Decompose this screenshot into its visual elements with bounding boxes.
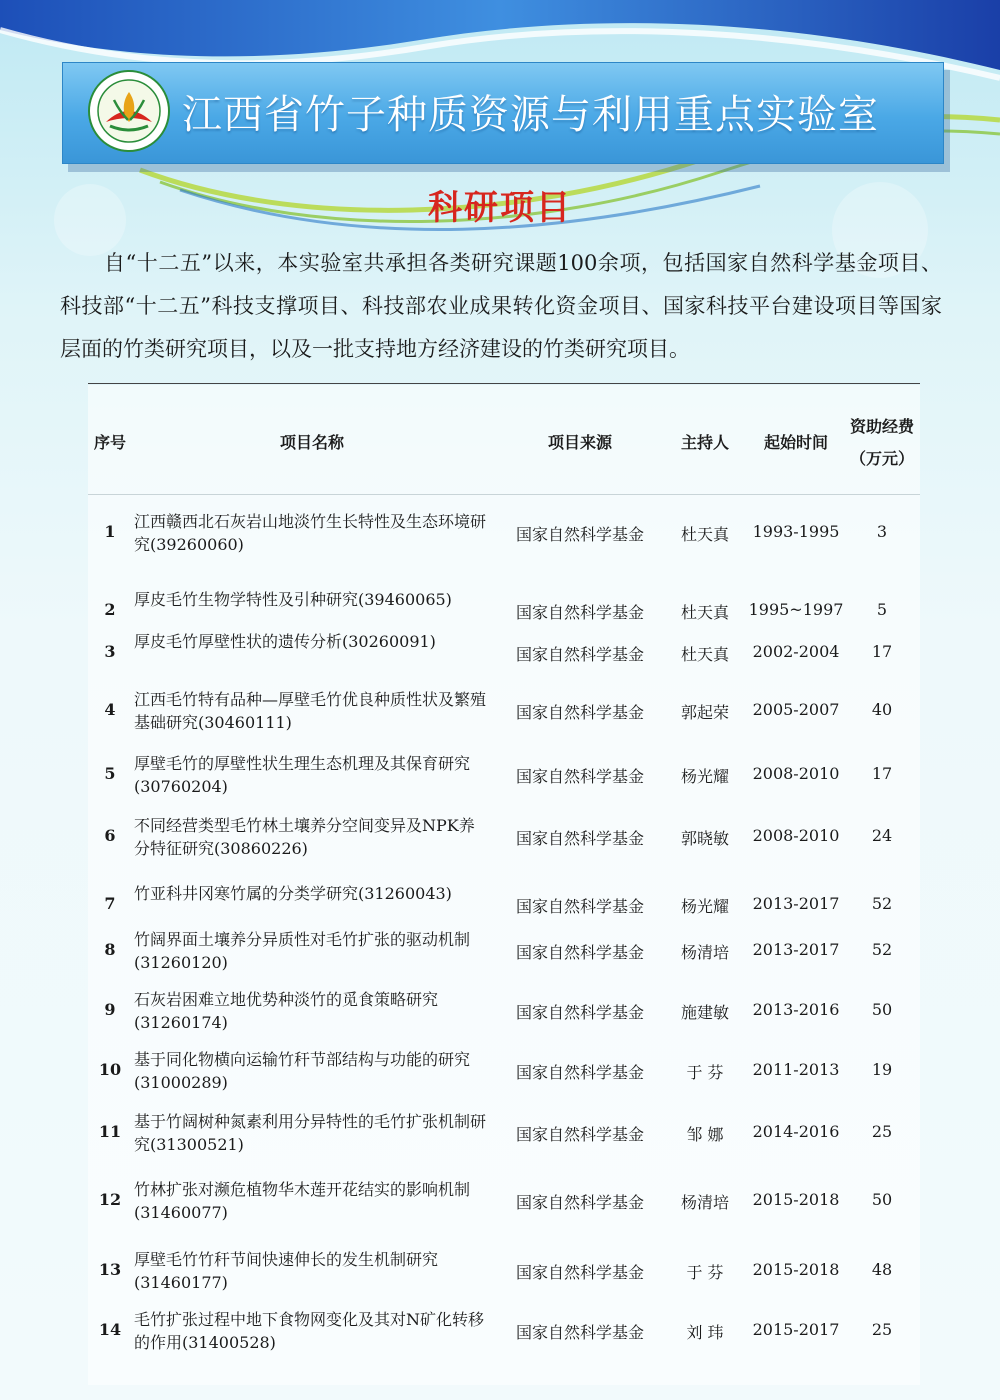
row-name: 厚皮毛竹厚壁性状的遗传分析(30260091) — [134, 632, 436, 651]
row-name: 竹阔界面土壤养分异质性对毛竹扩张的驱动机制(31260120) — [134, 930, 471, 972]
row-no: 14 — [98, 1320, 122, 1339]
intro-paragraph: 自“十二五”以来，本实验室共承担各类研究课题100余项，包括国家自然科学基金项目、科技部“十二五”科技支撑项目、科技部农业成果转化资金项目、国家科技平台建设项目等国家层面的竹类研究项目，以及一批支持地方经济建设的竹类研究项目。 — [60, 251, 942, 361]
row-source: 国家自然科学基金 — [515, 645, 644, 664]
row-host: 杜天真 — [680, 525, 729, 544]
row-host: 郭起荣 — [680, 703, 729, 722]
row-name: 不同经营类型毛竹林土壤养分空间变异及NPK养分特征研究(30860226) — [134, 816, 475, 858]
row-source: 国家自然科学基金 — [515, 703, 644, 722]
row-fund: 52 — [871, 940, 893, 959]
header-source: 项目来源 — [547, 433, 612, 452]
header-fund-line2: （万元） — [849, 449, 914, 468]
row-no: 6 — [104, 826, 116, 845]
row-fund: 5 — [876, 600, 888, 619]
row-time: 1995~1997 — [748, 600, 844, 619]
row-name: 竹林扩张对濒危植物华木莲开花结实的影响机制(31460077) — [134, 1180, 471, 1222]
row-name: 厚壁毛竹的厚壁性状生理生态机理及其保育研究(30760204) — [134, 754, 471, 796]
header-no: 序号 — [93, 433, 126, 452]
row-time: 2015-2018 — [752, 1190, 840, 1209]
row-no: 11 — [98, 1122, 122, 1141]
row-name: 厚皮毛竹生物学特性及引种研究(39460065) — [134, 590, 452, 609]
row-time: 2005-2007 — [752, 700, 840, 719]
row-fund: 17 — [871, 764, 893, 783]
header-name: 项目名称 — [279, 433, 344, 452]
row-name: 基于同化物横向运输竹秆节部结构与功能的研究(31000289) — [134, 1050, 471, 1092]
row-time: 2011-2013 — [752, 1060, 840, 1079]
row-name: 厚壁毛竹竹秆节间快速伸长的发生机制研究(31460177) — [134, 1250, 439, 1292]
row-no: 7 — [104, 894, 116, 913]
row-no: 4 — [104, 700, 116, 719]
divider — [88, 383, 920, 384]
row-fund: 19 — [871, 1060, 893, 1079]
row-host: 杜天真 — [680, 603, 729, 622]
row-name: 石灰岩困难立地优势种淡竹的觅食策略研究(31260174) — [134, 990, 439, 1032]
row-host: 施建敏 — [680, 1003, 729, 1022]
row-fund: 3 — [876, 522, 888, 541]
row-time: 2013-2017 — [752, 940, 840, 959]
row-time: 2013-2017 — [752, 894, 840, 913]
row-time: 1993-1995 — [752, 522, 840, 541]
row-source: 国家自然科学基金 — [515, 1193, 644, 1212]
row-host: 于 芬 — [686, 1263, 724, 1282]
row-no: 8 — [104, 940, 116, 959]
row-name: 毛竹扩张过程中地下食物网变化及其对N矿化转移的作用(31400528) — [134, 1310, 485, 1352]
row-source: 国家自然科学基金 — [515, 1125, 644, 1144]
row-source: 国家自然科学基金 — [515, 897, 644, 916]
row-fund: 24 — [871, 826, 893, 845]
row-host: 杜天真 — [680, 645, 729, 664]
row-source: 国家自然科学基金 — [515, 767, 644, 786]
row-source: 国家自然科学基金 — [515, 943, 644, 962]
header-host: 主持人 — [680, 433, 729, 452]
row-time: 2002-2004 — [752, 642, 840, 661]
row-fund: 25 — [871, 1320, 893, 1339]
row-time: 2008-2010 — [752, 764, 840, 783]
row-time: 2013-2016 — [752, 1000, 840, 1019]
row-host: 杨光耀 — [680, 897, 729, 916]
row-name: 基于竹阔树种氮素利用分异特性的毛竹扩张机制研究(31300521) — [134, 1112, 487, 1154]
row-time: 2015-2018 — [752, 1260, 840, 1279]
row-no: 2 — [104, 600, 116, 619]
row-no: 12 — [98, 1190, 122, 1209]
row-host: 杨清培 — [680, 1193, 729, 1212]
row-fund: 50 — [871, 1190, 893, 1209]
row-fund: 40 — [871, 700, 893, 719]
row-source: 国家自然科学基金 — [515, 829, 644, 848]
row-name: 江西毛竹特有品种—厚壁毛竹优良种质性状及繁殖基础研究(30460111) — [134, 690, 487, 732]
section-title: 科研项目 — [428, 188, 572, 228]
row-source: 国家自然科学基金 — [515, 1003, 644, 1022]
row-no: 9 — [104, 1000, 116, 1019]
row-source: 国家自然科学基金 — [515, 525, 644, 544]
university-emblem-icon — [88, 70, 170, 152]
row-fund: 52 — [871, 894, 893, 913]
row-fund: 50 — [871, 1000, 893, 1019]
row-fund: 25 — [871, 1122, 893, 1141]
row-source: 国家自然科学基金 — [515, 1323, 644, 1342]
row-host: 于 芬 — [686, 1063, 724, 1082]
header-time: 起始时间 — [763, 433, 828, 452]
row-host: 刘 玮 — [686, 1323, 724, 1342]
row-no: 1 — [104, 522, 116, 541]
lab-title: 江西省竹子种质资源与利用重点实验室 — [182, 92, 879, 138]
row-no: 10 — [98, 1060, 122, 1079]
row-host: 邹 娜 — [686, 1125, 724, 1144]
row-no: 3 — [104, 642, 116, 661]
row-no: 5 — [104, 764, 116, 783]
row-host: 郭晓敏 — [680, 829, 729, 848]
row-time: 2015-2017 — [752, 1320, 840, 1339]
header-divider — [88, 494, 920, 495]
row-host: 杨光耀 — [680, 767, 729, 786]
row-host: 杨清培 — [680, 943, 729, 962]
row-time: 2008-2010 — [752, 826, 840, 845]
row-source: 国家自然科学基金 — [515, 603, 644, 622]
row-no: 13 — [98, 1260, 122, 1279]
row-time: 2014-2016 — [752, 1122, 840, 1141]
row-name: 江西赣西北石灰岩山地淡竹生长特性及生态环境研究(39260060) — [134, 512, 487, 554]
row-source: 国家自然科学基金 — [515, 1263, 644, 1282]
row-name: 竹亚科井冈寒竹属的分类学研究(31260043) — [134, 884, 452, 903]
row-source: 国家自然科学基金 — [515, 1063, 644, 1082]
header-fund-line1: 资助经费 — [849, 417, 914, 436]
row-fund: 48 — [871, 1260, 893, 1279]
row-fund: 17 — [871, 642, 893, 661]
